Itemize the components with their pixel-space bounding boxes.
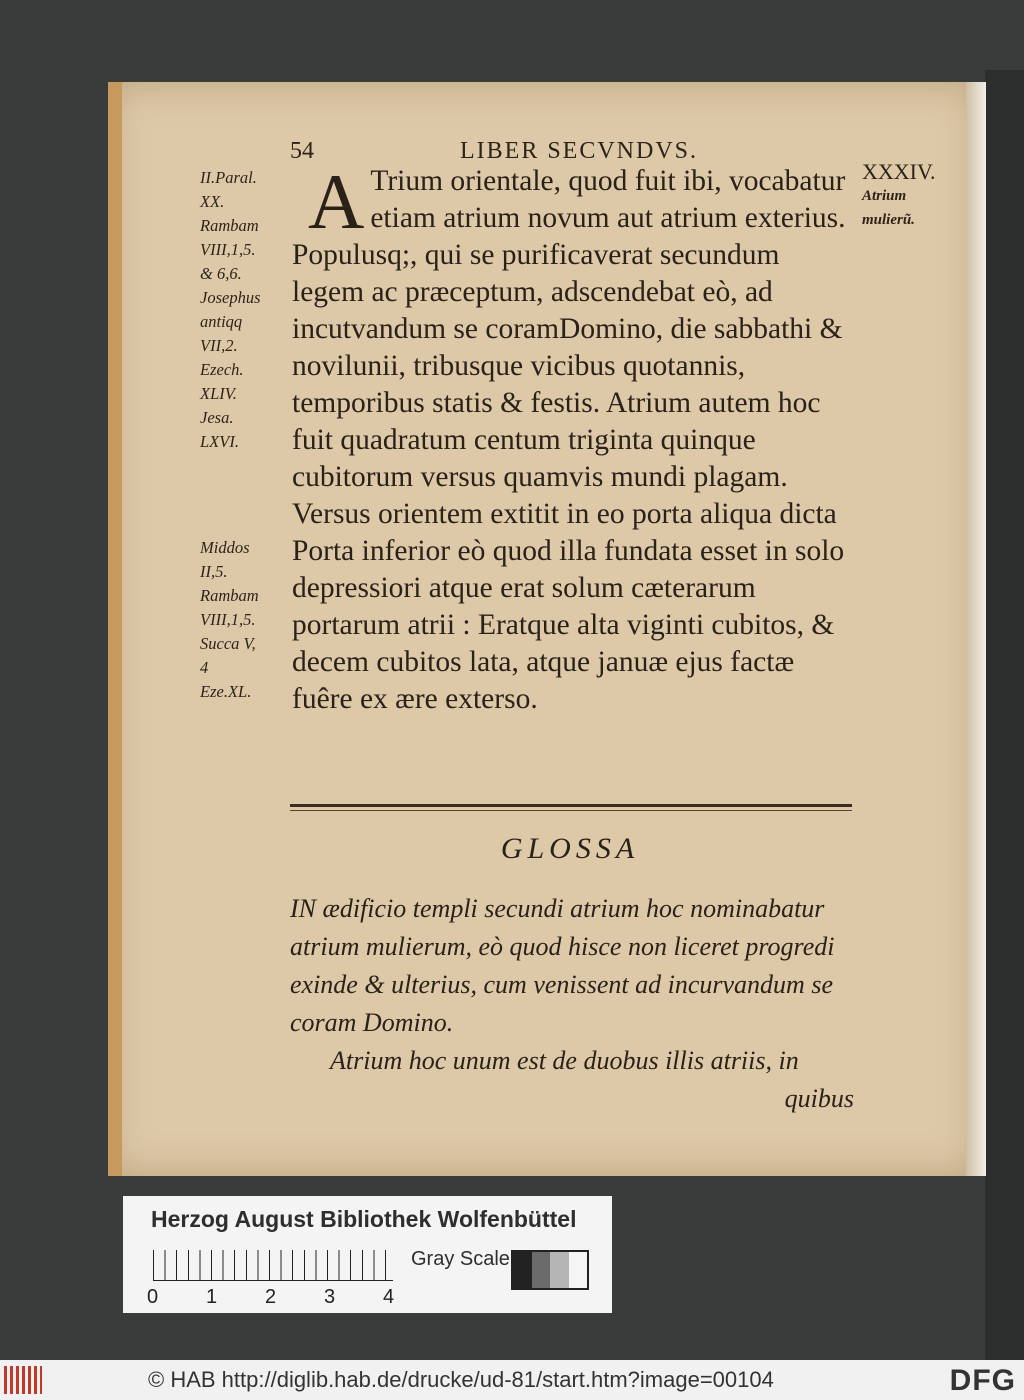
main-paragraph: Trium orientale, quod fuit ibi, vocabatur etiam atrium novum aut atrium exterius. Populusq;, qui se purificaverat secundum legem ac præceptum, adscendebat eò, ad incutvandum se coramDomino, die sabbathi & novilunii, tribusque vicibus quotannis, temporibus statis & festis. Atrium autem hoc fuit quadratum centum triginta quinque cubitorum versus quamvis mundi plagam. Versus orientem extitit in eo porta aliqua dicta Porta inferior eò quod illa fundata esset in solo depressiori atque erat solum cæterarum portarum atrii : Eratque alta viginti cubitos, & decem cubitos lata, atque januæ ejus factæ fuêre ex ære exterso. xyxy=(292,165,846,715)
margin-note-line: XX. xyxy=(200,192,225,211)
scale-ruler xyxy=(153,1250,393,1281)
gray-swatches xyxy=(511,1250,589,1290)
margin-note-line: LXVI. xyxy=(200,432,239,451)
gray-scale-label: Gray Scale xyxy=(411,1248,510,1270)
gloss-paragraph-1: IN ædificio templi secundi atrium hoc nominabatur atrium mulierum, eò quod hisce non liceret progredi exinde & ulterius, cum venissent ad incurvandum se coram Domino. xyxy=(290,894,835,1037)
hab-logo-icon xyxy=(4,1366,42,1394)
background-cover xyxy=(985,70,1024,1400)
drop-cap: A xyxy=(308,158,365,245)
swatch-black xyxy=(513,1252,532,1288)
margin-note-line: VIII,1,5. xyxy=(200,240,256,259)
ruler-digit: 3 xyxy=(324,1286,336,1308)
catchword: quibus xyxy=(784,1084,854,1113)
margin-note-line: Rambam xyxy=(200,586,259,605)
margin-note-line: VIII,1,5. xyxy=(200,610,256,629)
margin-note-line: 4 xyxy=(200,658,209,677)
ruler-digit: 0 xyxy=(147,1286,159,1308)
margin-note-line: antiqq xyxy=(200,312,243,331)
margin-note-line: VII,2. xyxy=(200,336,238,355)
page-edge-left xyxy=(108,82,122,1176)
margin-note-line: Jesa. xyxy=(200,408,234,427)
main-text xyxy=(292,158,854,718)
gloss-text xyxy=(290,890,854,1118)
divider-rule xyxy=(290,804,852,807)
margin-note-line: XLIV. xyxy=(200,384,237,403)
margin-note-line: Rambam xyxy=(200,216,259,235)
swatch-dark-gray xyxy=(532,1252,551,1288)
color-reference-card xyxy=(123,1196,612,1313)
swatch-light-gray xyxy=(550,1252,569,1288)
section-number: XXXIV. xyxy=(862,159,936,184)
copyright-link[interactable]: © HAB http://diglib.hab.de/drucke/ud-81/start.htm?image=00104 xyxy=(148,1367,774,1392)
ruler-digit: 1 xyxy=(206,1286,218,1308)
footer-bar xyxy=(0,1360,1024,1400)
margin-label-2: mulierũ. xyxy=(862,212,915,228)
swatch-white xyxy=(569,1252,588,1288)
library-name: Herzog August Bibliothek Wolfenbüttel xyxy=(151,1206,577,1232)
margin-note-line: Josephus xyxy=(200,288,261,307)
ruler-digit: 4 xyxy=(383,1286,395,1308)
margin-notes-left-1 xyxy=(200,166,292,454)
page-number: 54 xyxy=(290,138,314,164)
divider-rule-thin xyxy=(290,810,852,811)
margin-note-line: Ezech. xyxy=(200,360,244,379)
margin-note-line: II.Paral. xyxy=(200,168,257,187)
margin-note-line: & 6,6. xyxy=(200,264,242,283)
margin-note-line: Middos xyxy=(200,538,250,557)
page-edge-right xyxy=(966,82,986,1176)
running-title: LIBER SECVNDVS. xyxy=(460,138,699,164)
ruler-digit: 2 xyxy=(265,1286,277,1308)
margin-note-line: Succa V, xyxy=(200,634,256,653)
margin-notes-right xyxy=(862,160,962,232)
gloss-title: GLOSSA xyxy=(500,832,640,865)
ruler-digits xyxy=(147,1286,407,1310)
margin-note-line: II,5. xyxy=(200,562,228,581)
margin-note-line: Eze.XL. xyxy=(200,682,252,701)
dfg-logo: DFG xyxy=(949,1364,1016,1397)
margin-notes-left-2 xyxy=(200,536,292,704)
gloss-paragraph-2: Atrium hoc unum est de duobus illis atriis, in xyxy=(330,1046,799,1075)
margin-label-1: Atrium xyxy=(862,188,907,204)
